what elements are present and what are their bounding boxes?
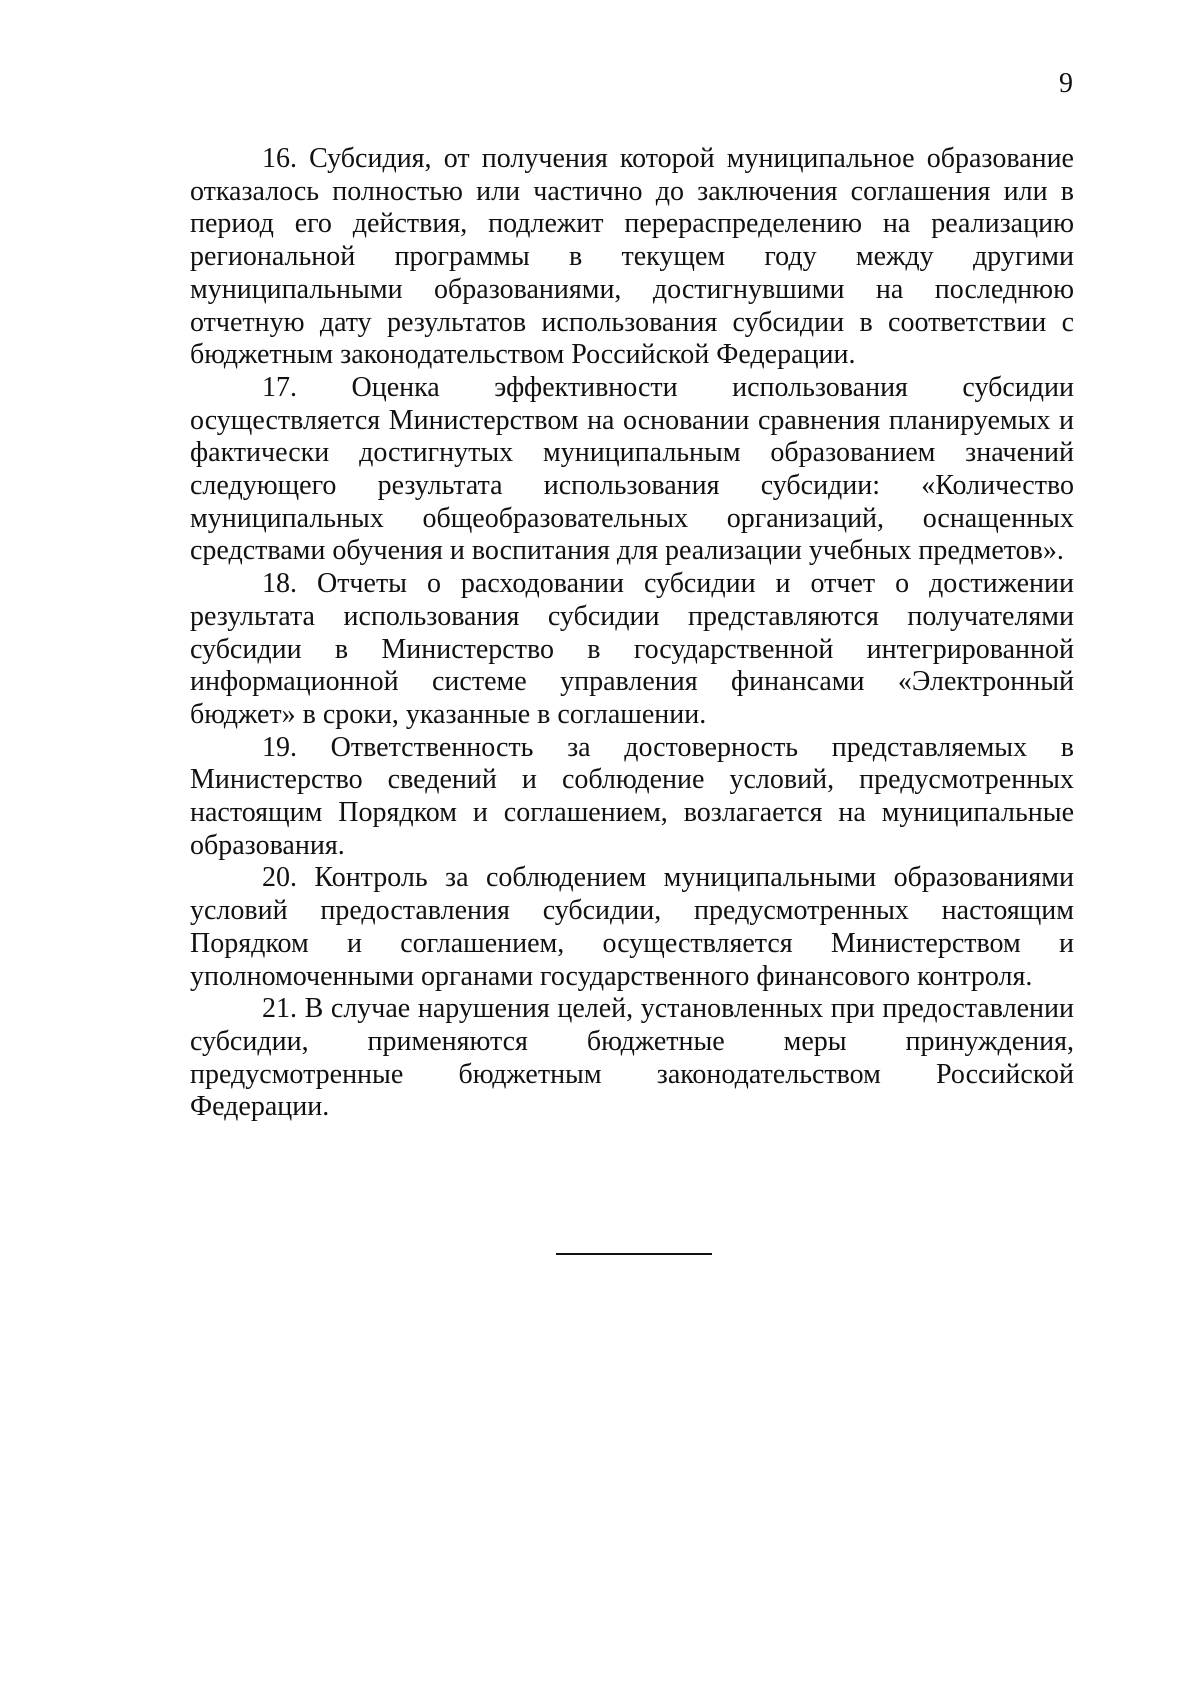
paragraph-19: 19. Ответственность за достоверность представляемых в Министерство сведений и соблюдение условий, предусмотренных настоящим Порядком и соглашением, возлагается на муниципальные образования.	[190, 731, 1074, 861]
paragraph-17: 17. Оценка эффективности использования субсидии осуществляется Министерством на основании сравнения планируемых и фактически достигнутых муниципальным образованием значений следующего результата использования субсидии: «Количество муниципальных общеобразовательных организаций, оснащенных средствами обучения и воспитания для реализации учебных предметов».	[190, 371, 1074, 567]
document-body	[190, 143, 1074, 1124]
paragraph-21: 21. В случае нарушения целей, установленных при предоставлении субсидии, применяются бюджетные меры принуждения, предусмотренные бюджетным законодательством Российской Федерации.	[190, 993, 1074, 1123]
paragraph-16: 16. Субсидия, от получения которой муниципальное образование отказалось полностью или частично до заключения соглашения или в период его действия, подлежит перераспределению на реализацию региональной программы в текущем году между другими муниципальными образованиями, достигнувшими на последнюю отчетную дату результатов использования субсидии в соответствии с бюджетным законодательством Российской Федерации.	[190, 143, 1074, 371]
paragraph-18: 18. Отчеты о расходовании субсидии и отчет о достижении результата использования субсидии представляются получателями субсидии в Министерство в государственной интегрированной информационной системе управления финансами «Электронный бюджет» в сроки, указанные в соглашении.	[190, 568, 1074, 730]
paragraph-20: 20. Контроль за соблюдением муниципальными образованиями условий предоставления субсидии, предусмотренных настоящим Порядком и соглашением, осуществляется Министерством и уполномоченными органами государственного финансового контроля.	[190, 862, 1074, 992]
page-number: 9	[1059, 68, 1073, 99]
end-separator-line	[556, 1253, 712, 1255]
